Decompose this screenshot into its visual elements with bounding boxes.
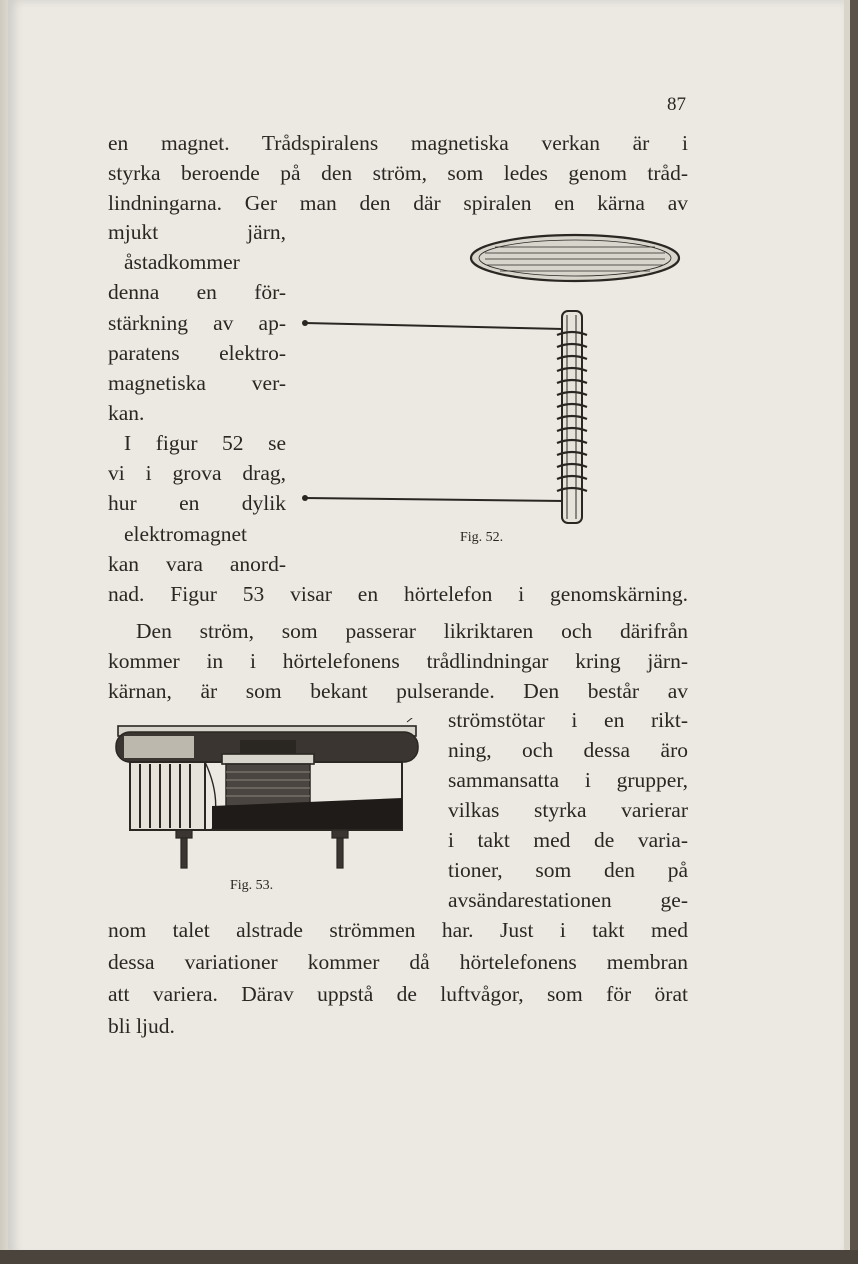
text-line: vi i grova drag, (108, 461, 286, 485)
text-line: lindningarna. Ger man den där spiralen en kärna av (108, 191, 688, 215)
text-line: vilkas styrka varierar (448, 798, 688, 822)
figure-53-caption: Fig. 53. (230, 878, 274, 893)
text-line: paratens elektro- (108, 341, 286, 365)
text-line: åstadkommer (124, 250, 240, 274)
figure-52-caption: Fig. 52. (460, 530, 504, 545)
text-line: kärnan, är som bekant pulserande. Den består av (108, 679, 688, 703)
text-line: kan vara anord- (108, 552, 286, 576)
text-line: styrka beroende på den ström, som ledes genom tråd- (108, 161, 688, 185)
text-line: denna en för- (108, 280, 286, 304)
text-line: i takt med de varia- (448, 828, 688, 852)
text-line: kan. (108, 401, 145, 425)
text-line: tioner, som den på (448, 858, 688, 882)
text-line: avsändarestationen ge- (448, 888, 688, 912)
text-line: mjukt järn, (108, 220, 286, 244)
text-line: kommer in i hörtelefonens trådlindningar kring järn- (108, 649, 688, 673)
page-number: 87 (667, 94, 686, 115)
figure-52-electromagnet (295, 225, 695, 530)
text-line: sammansatta i grupper, (448, 768, 688, 792)
text-line: bli ljud. (108, 1014, 175, 1038)
text-line: I figur 52 se (124, 431, 286, 455)
text-line: stärkning av ap- (108, 311, 286, 335)
text-line: ning, och dessa äro (448, 738, 688, 762)
text-line: en magnet. Trådspiralens magnetiska verkan är i (108, 131, 688, 155)
text-line: elektromagnet (124, 522, 247, 546)
text-line: strömstötar i en rikt- (448, 708, 688, 732)
text-line: magnetiska ver- (108, 371, 286, 395)
text-line: nom talet alstrade strömmen har. Just i takt med (108, 918, 688, 942)
figure-53-receiver-cross-section (112, 718, 427, 873)
text-line: nad. Figur 53 visar en hörtelefon i genomskärning. (108, 582, 688, 606)
text-line: hur en dylik (108, 491, 286, 515)
page-bottom-edge (0, 1250, 858, 1264)
text-line: Den ström, som passerar likriktaren och därifrån (136, 619, 688, 643)
text-line: att variera. Därav uppstå de luftvågor, som för örat (108, 982, 688, 1006)
text-line: dessa variationer kommer då hörtelefonens membran (108, 950, 688, 974)
